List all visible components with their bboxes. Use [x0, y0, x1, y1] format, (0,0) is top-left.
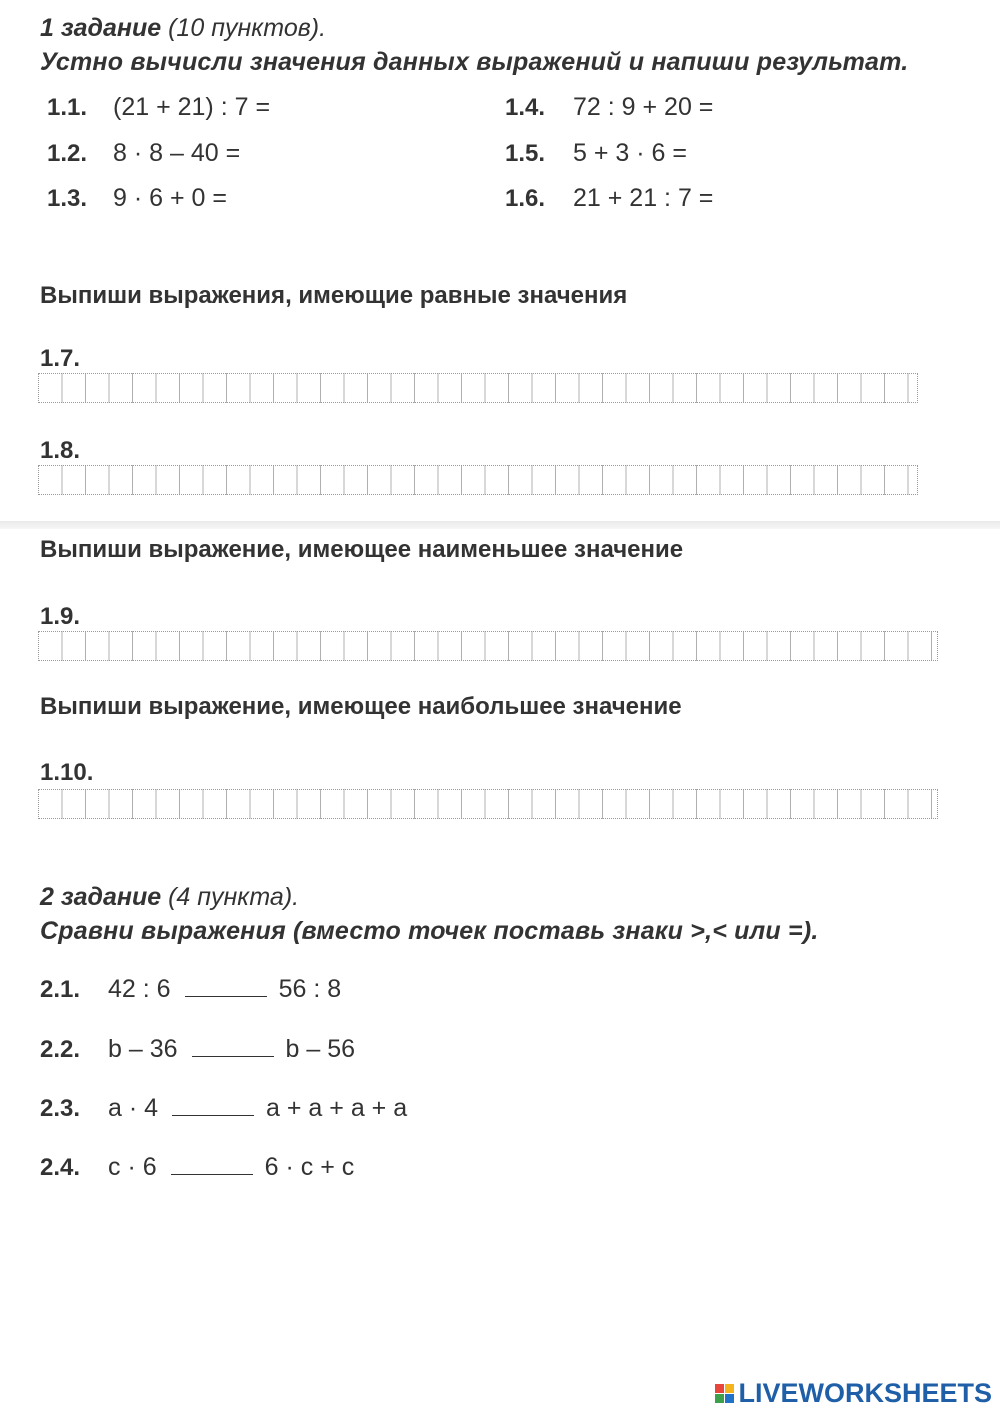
compare-row	[40, 1035, 355, 1064]
compare-right: a + a + a + a	[266, 1094, 408, 1122]
compare-blank[interactable]	[172, 1095, 254, 1116]
compare-blank[interactable]	[185, 976, 267, 997]
logo-text: LIVEWORKSHEETS	[738, 1378, 992, 1408]
compare-left: a · 4	[108, 1094, 159, 1122]
exercise-number: 1.4.	[505, 94, 546, 121]
exercise-expression: 9 · 6 + 0 =	[113, 184, 227, 212]
exercise-number: 1.5.	[505, 140, 546, 167]
compare-left: c · 6	[108, 1153, 157, 1181]
compare-blank[interactable]	[192, 1036, 274, 1057]
answer-grid-1-7[interactable]	[38, 373, 918, 403]
exercise-expression: 5 + 3 · 6 =	[573, 139, 687, 167]
heading-min-value: Выпиши выражение, имеющее наименьшее значение	[40, 536, 684, 563]
logo-square	[715, 1394, 724, 1403]
heading-max-value: Выпиши выражение, имеющее наибольшее значение	[40, 693, 682, 720]
item-number-1-9: 1.9.	[40, 603, 81, 630]
exercise-expression: (21 + 21) : 7 =	[113, 93, 271, 121]
task1-points: (10 пунктов).	[168, 14, 327, 42]
exercise-number: 1.2.	[47, 140, 88, 167]
compare-row	[40, 1094, 407, 1123]
exercise-number: 1.1.	[47, 94, 88, 121]
compare-right: 56 : 8	[278, 975, 342, 1003]
task1-title: 1 задание	[40, 14, 162, 42]
compare-left: b – 36	[108, 1035, 178, 1063]
exercise-number: 1.6.	[505, 185, 546, 212]
item-number-1-7: 1.7.	[40, 345, 81, 372]
compare-row	[40, 975, 341, 1004]
logo-square	[715, 1384, 724, 1393]
item-number-1-10: 1.10.	[40, 759, 94, 786]
compare-number: 2.1.	[40, 976, 81, 1003]
exercise-number: 1.3.	[47, 185, 88, 212]
answer-grid-1-9[interactable]	[38, 631, 938, 661]
task1-instruction: Устно вычисли значения данных выражений и напиши результат.	[40, 48, 909, 76]
logo-square	[725, 1394, 734, 1403]
task2-points: (4 пункта).	[168, 883, 300, 911]
item-number-1-8: 1.8.	[40, 437, 81, 464]
compare-number: 2.3.	[40, 1095, 81, 1122]
answer-grid-1-8[interactable]	[38, 465, 918, 495]
exercise-expression: 8 · 8 – 40 =	[113, 139, 241, 167]
task2-instruction: Сравни выражения (вместо точек поставь знаки >,< или =).	[40, 917, 819, 945]
exercise-expression: 72 : 9 + 20 =	[573, 93, 714, 121]
liveworksheets-logo[interactable]	[715, 1378, 992, 1409]
compare-number: 2.2.	[40, 1036, 81, 1063]
compare-blank[interactable]	[171, 1154, 253, 1175]
exercise-expression: 21 + 21 : 7 =	[573, 184, 714, 212]
compare-number: 2.4.	[40, 1154, 81, 1181]
compare-right: 6 · c + c	[264, 1153, 355, 1181]
logo-mark-icon	[715, 1384, 734, 1403]
answer-grid-1-10[interactable]	[38, 789, 938, 819]
page-divider	[0, 521, 1000, 529]
compare-right: b – 56	[285, 1035, 356, 1063]
task2-title: 2 задание	[40, 883, 162, 911]
logo-square	[725, 1384, 734, 1393]
heading-equal-values: Выпиши выражения, имеющие равные значения	[40, 282, 628, 309]
compare-left: 42 : 6	[108, 975, 171, 1003]
compare-row	[40, 1153, 354, 1182]
task1-title-line	[40, 14, 326, 43]
task2-title-line	[40, 883, 299, 912]
